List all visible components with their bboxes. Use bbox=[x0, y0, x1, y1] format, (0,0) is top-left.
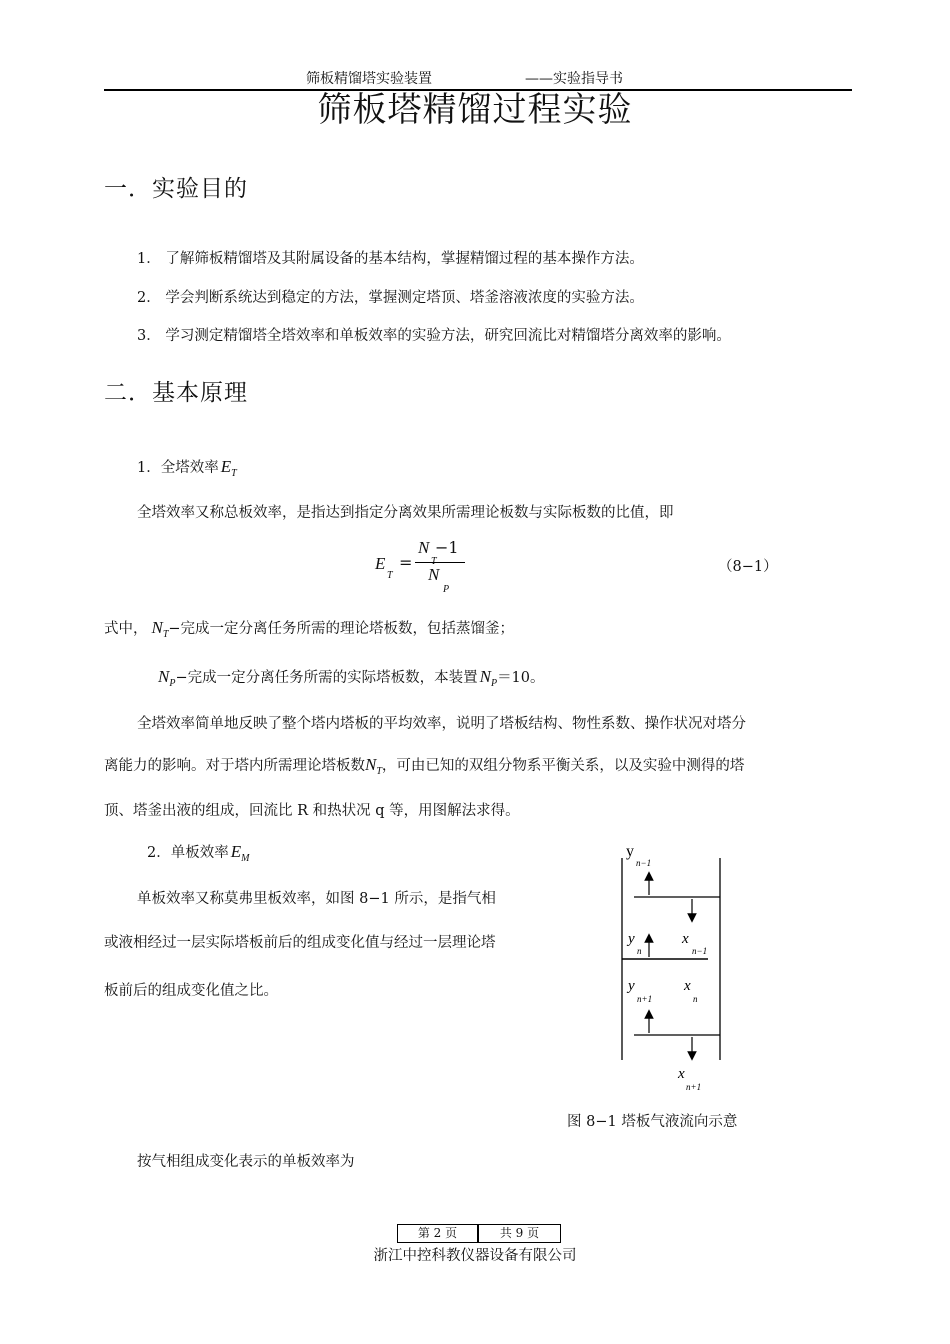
label-x-low-sub: n bbox=[693, 994, 698, 1004]
et-subscript: T bbox=[231, 467, 237, 479]
eq-denominator-symbol: N bbox=[428, 565, 440, 584]
label-y-low: y bbox=[628, 978, 635, 994]
where-line-nt bbox=[104, 617, 514, 640]
paragraph3-line1: 单板效率又称莫弗里板效率，如图 8−1 所示，是指气相 bbox=[137, 891, 496, 907]
label-x-bottom-sub: n+1 bbox=[686, 1082, 702, 1092]
et-symbol: E bbox=[220, 457, 232, 476]
paragraph-overall-efficiency: 全塔效率又称总板效率，是指达到指定分离效果所需理论板数与实际板数的比值，即 bbox=[137, 505, 674, 521]
section2-heading: 二．基本原理 bbox=[104, 380, 248, 406]
header-right: ——实验指导书 bbox=[525, 71, 623, 87]
label-y-low-sub: n+1 bbox=[637, 994, 653, 1004]
paragraph2-line2b: ，可由已知的双组分物系平衡关系，以及实验中测得的塔 bbox=[381, 758, 745, 774]
paragraph2-line3: 顶、塔釜出液的组成，回流比 R 和热状况 q 等，用图解法求得。 bbox=[104, 803, 520, 819]
nt-subscript: T bbox=[162, 628, 169, 640]
where-prefix: 式中， bbox=[104, 621, 148, 637]
footer-company: 浙江中控科教仪器设备有限公司 bbox=[373, 1248, 577, 1264]
label-y-top: y bbox=[626, 843, 634, 860]
np-symbol-2: N bbox=[479, 667, 491, 686]
em-symbol: E bbox=[230, 842, 242, 861]
np-description: −完成一定分离任务所需的实际塔板数，本装置 bbox=[175, 670, 478, 686]
objective-item-1: 1． 了解筛板精馏塔及其附属设备的基本结构，掌握精馏过程的基本操作方法。 bbox=[137, 251, 644, 267]
np-subscript: P bbox=[169, 677, 176, 689]
label-x-low: x bbox=[684, 978, 691, 994]
paragraph2-line2a: 离能力的影响。对于塔内所需理论塔板数 bbox=[104, 758, 365, 774]
footer-page-number: 第 2 页 bbox=[397, 1224, 478, 1243]
label-x-mid: x bbox=[682, 931, 689, 947]
subsection2-label: 2．单板效率 bbox=[147, 845, 229, 861]
eq-numerator-symbol: N bbox=[418, 538, 430, 557]
where-line-np bbox=[158, 666, 545, 689]
objective-item-3: 3． 学习测定精馏塔全塔效率和单板效率的实验方法，研究回流比对精馏塔分离效率的影响。 bbox=[137, 328, 731, 344]
para2-nt-symbol: N bbox=[365, 755, 377, 774]
label-y-top-sub: n−1 bbox=[636, 858, 652, 868]
para2-nt-subscript: T bbox=[376, 765, 382, 777]
figure-caption: 图 8−1 塔板气液流向示意 bbox=[567, 1114, 738, 1130]
page-title: 筛板塔精馏过程实验 bbox=[317, 90, 633, 130]
subsection1-title bbox=[137, 456, 237, 479]
footer-total-pages: 共 9 页 bbox=[478, 1224, 561, 1243]
paragraph3-line2: 或液相经过一层实际塔板前后的组成变化值与经过一层理论塔 bbox=[104, 935, 496, 951]
np-symbol: N bbox=[158, 667, 170, 686]
label-x-mid-sub: n−1 bbox=[692, 946, 708, 956]
np-value: ＝10。 bbox=[497, 670, 545, 686]
label-x-bottom: x bbox=[678, 1066, 685, 1082]
eq-equals: = bbox=[399, 553, 413, 572]
subsection1-label: 1．全塔效率 bbox=[137, 460, 219, 476]
np-subscript-2: P bbox=[490, 677, 498, 689]
header-left: 筛板精馏塔实验装置 bbox=[306, 71, 432, 87]
nt-description: −完成一定分离任务所需的理论塔板数，包括蒸馏釜； bbox=[168, 621, 515, 637]
paragraph3-line3: 板前后的组成变化值之比。 bbox=[104, 983, 278, 999]
eq-numerator-rest: −1 bbox=[435, 538, 459, 557]
paragraph2-line2 bbox=[104, 754, 744, 777]
eq-lhs-sub: T bbox=[387, 570, 393, 581]
objective-item-2: 2． 学会判断系统达到稳定的方法，掌握测定塔顶、塔釜溶液浓度的实验方法。 bbox=[137, 290, 644, 306]
equation-8-1 bbox=[375, 538, 475, 598]
section1-heading: 一．实验目的 bbox=[104, 176, 248, 202]
em-subscript: M bbox=[241, 852, 250, 864]
subsection2-title bbox=[147, 841, 249, 864]
label-y-mid-sub: n bbox=[637, 946, 642, 956]
fraction-bar bbox=[415, 562, 465, 563]
label-y-mid: y bbox=[628, 931, 635, 947]
figure-tray-flow-diagram bbox=[600, 838, 750, 1098]
equation-number: （8−1） bbox=[718, 559, 778, 575]
nt-symbol: N bbox=[151, 618, 163, 637]
paragraph2-line1: 全塔效率简单地反映了整个塔内塔板的平均效率，说明了塔板结构、物性系数、操作状况对塔分 bbox=[137, 716, 746, 732]
eq-denominator-sub: P bbox=[443, 584, 450, 595]
last-line: 按气相组成变化表示的单板效率为 bbox=[137, 1154, 355, 1170]
eq-lhs: E bbox=[375, 554, 386, 573]
